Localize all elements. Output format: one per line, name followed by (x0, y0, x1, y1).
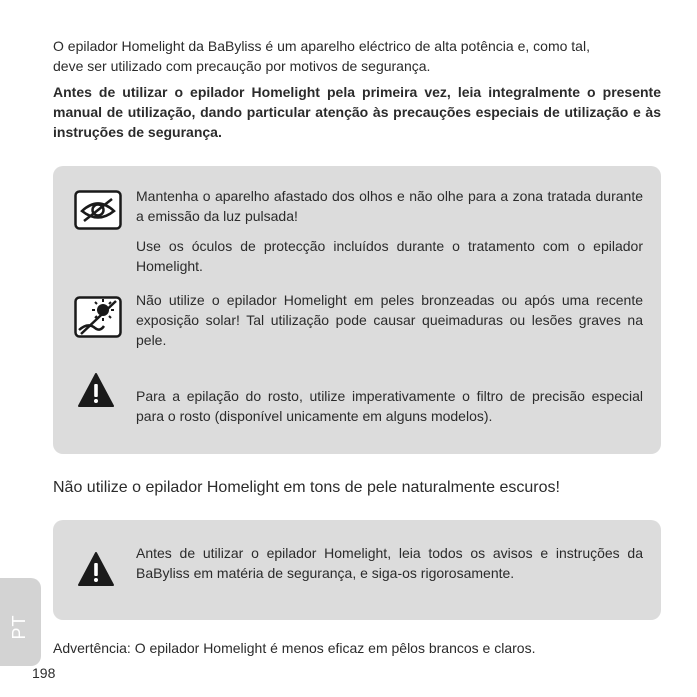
bold-warning-paragraph: Antes de utilizar o epilador Homelight pela primeira vez, leia integralmente o presente manual de utilização, dando particular atenção às precauções especiais de utilização e às instruções de segurança. (53, 84, 661, 140)
face-warning-text: Para a epilação do rosto, utilize imperativamente o filtro de precisão especial para o rosto (disponível unicamente em alguns modelos). (136, 388, 643, 424)
sun-warning-text: Não utilize o epilador Homelight em peles bronzeadas ou após uma recente exposição solar! Tal utilização pode causar queimaduras ou lesões graves na pele. (136, 292, 643, 348)
dark-skin-warning: Não utilize o epilador Homelight em tons de pele naturalmente escuros! (53, 479, 560, 496)
eye-warning-text: Mantenha o aparelho afastado dos olhos e não olhe para a zona tratada durante a emissão da luz pulsada! (136, 188, 643, 224)
intro-line-1: O epilador Homelight da BaByliss é um aparelho eléctrico de alta potência e, como tal, (53, 38, 590, 54)
eye-warning (136, 186, 643, 226)
warning-triangle-icon (77, 551, 115, 587)
instructions-warning-text: Antes de utilizar o epilador Homelight, leia todos os avisos e instruções da BaByliss em matéria de segurança, e siga-os rigorosamente. (136, 545, 643, 581)
safety-panel-1 (53, 166, 661, 454)
intro-paragraph (53, 36, 661, 76)
goggles-warning-text: Use os óculos de protecção incluídos durante o tratamento com o epilador Homelight. (136, 238, 643, 274)
language-tab-label: PT (8, 614, 29, 640)
warning-triangle-icon (77, 372, 115, 408)
advertencia-note: Advertência: O epilador Homelight é menos eficaz em pêlos brancos e claros. (53, 640, 536, 656)
sun-warning (136, 290, 643, 350)
safety-panel-2 (53, 520, 661, 620)
page-number: 198 (32, 665, 56, 681)
eye-crossed-icon (74, 190, 122, 230)
instructions-warning (136, 543, 643, 583)
goggles-warning (136, 236, 643, 276)
intro-line-2: deve ser utilizado com precaução por motivos de segurança. (53, 58, 431, 74)
face-warning (136, 386, 643, 426)
sun-exposure-icon (74, 296, 122, 338)
